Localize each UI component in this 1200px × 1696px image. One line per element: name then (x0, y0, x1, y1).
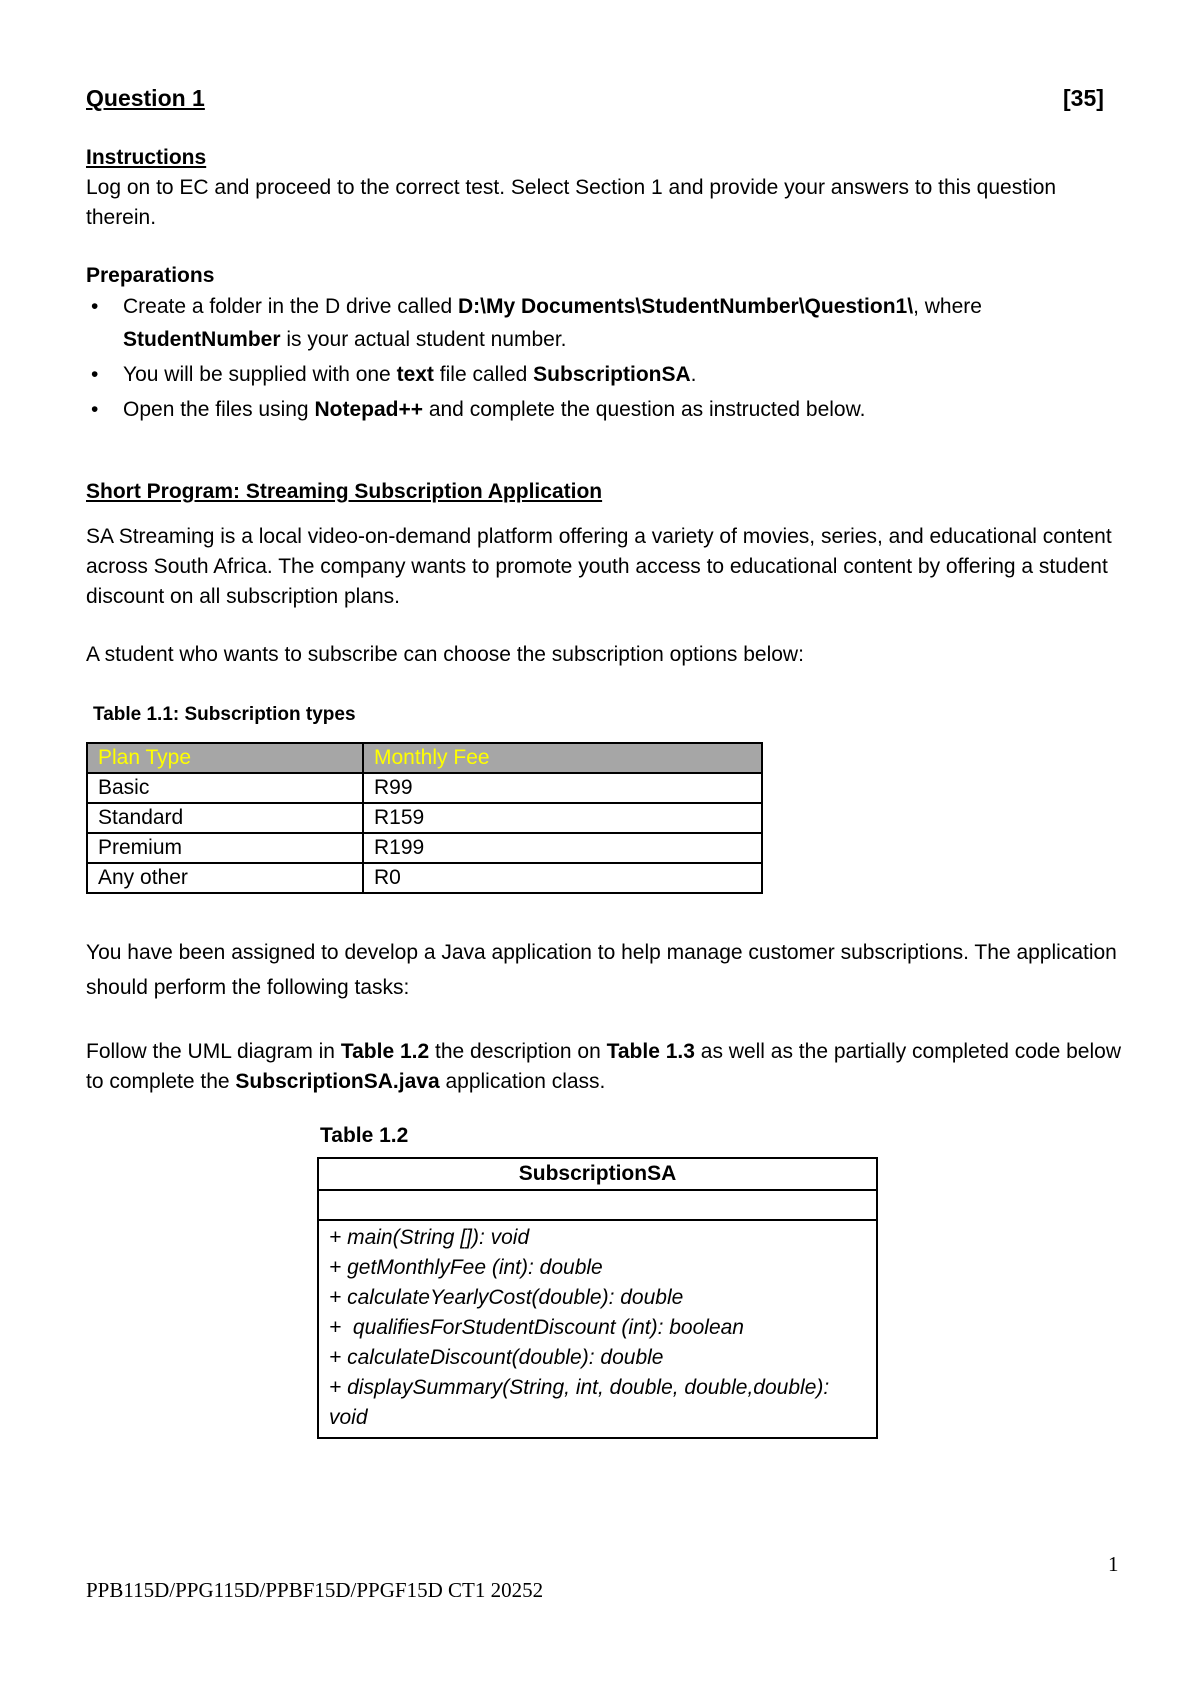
page-number: 1 (1108, 1552, 1119, 1576)
plan-type-cell: Any other (87, 863, 363, 893)
subscription-types-table (86, 742, 763, 894)
uml-caption: Table 1.2 (320, 1124, 409, 1147)
preparation-item: • You will be supplied with one text file called SubscriptionSA. (86, 358, 1126, 391)
monthly-fee-cell: R0 (363, 863, 762, 893)
uml-operation: + calculateDiscount(double): double (329, 1346, 664, 1369)
uml-attributes-section (319, 1191, 876, 1221)
table-row (87, 833, 762, 863)
plan-type-cell: Basic (87, 773, 363, 803)
question-title: Question 1 (86, 85, 205, 111)
footer-course-code: PPB115D/PPG115D/PPBF15D/PPGF15D CT1 20252 (86, 1578, 544, 1602)
preparation-item: • Open the files using Notepad++ and complete the question as instructed below. (86, 393, 1126, 426)
short-program-heading: Short Program: Streaming Subscription Application (86, 480, 603, 503)
table-row (87, 863, 762, 893)
tasks-paragraph: You have been assigned to develop a Java application to help manage customer subscriptions. The application should perform the following tasks: (86, 941, 1117, 999)
column-header-monthly-fee: Monthly Fee (363, 743, 762, 773)
uml-class-diagram (317, 1157, 878, 1439)
uml-operation: + displaySummary(String, int, double, double,double): (329, 1376, 830, 1399)
monthly-fee-cell: R159 (363, 803, 762, 833)
preparation-item: • Create a folder in the D drive called D:\My Documents\StudentNumber\Question1\, where StudentNumber is your actual student number. (86, 290, 1126, 356)
short-program-description: SA Streaming is a local video-on-demand platform offering a variety of movies, series, and educational content across South Africa. The company wants to promote youth access to educational content by offering a student discount on all subscription plans. (86, 525, 1112, 608)
question-marks: [35] (1063, 85, 1104, 111)
plan-type-cell: Premium (87, 833, 363, 863)
bullet-icon: • (91, 363, 99, 386)
uml-operation: + getMonthlyFee (int): double (329, 1256, 603, 1279)
table-header-row (87, 743, 762, 773)
monthly-fee-cell: R199 (363, 833, 762, 863)
monthly-fee-cell: R99 (363, 773, 762, 803)
subscription-intro: A student who wants to subscribe can choose the subscription options below: (86, 643, 804, 666)
uml-operation: + qualifiesForStudentDiscount (int): boolean (329, 1316, 744, 1339)
table-row (87, 773, 762, 803)
preparations-heading: Preparations (86, 264, 215, 287)
table-1-1-caption: Table 1.1: Subscription types (93, 704, 356, 725)
instructions-heading: Instructions (86, 146, 207, 169)
uml-operation: + main(String []): void (329, 1226, 530, 1249)
preparations-list (86, 290, 1126, 428)
plan-type-cell: Standard (87, 803, 363, 833)
bullet-icon: • (91, 398, 99, 421)
uml-operation: void (329, 1406, 368, 1429)
table-row (87, 803, 762, 833)
uml-operation: + calculateYearlyCost(double): double (329, 1286, 684, 1309)
column-header-plan-type: Plan Type (87, 743, 363, 773)
bullet-icon: • (91, 295, 99, 318)
instructions-text: Log on to EC and proceed to the correct test. Select Section 1 and provide your answers to this question therein. (86, 176, 1057, 229)
uml-operations-section (319, 1221, 876, 1437)
follow-uml-paragraph: Follow the UML diagram in Table 1.2 the description on Table 1.3 as well as the partially completed code below to complete the SubscriptionSA.java application class. (86, 1040, 1121, 1093)
uml-class-name: SubscriptionSA (319, 1159, 876, 1191)
